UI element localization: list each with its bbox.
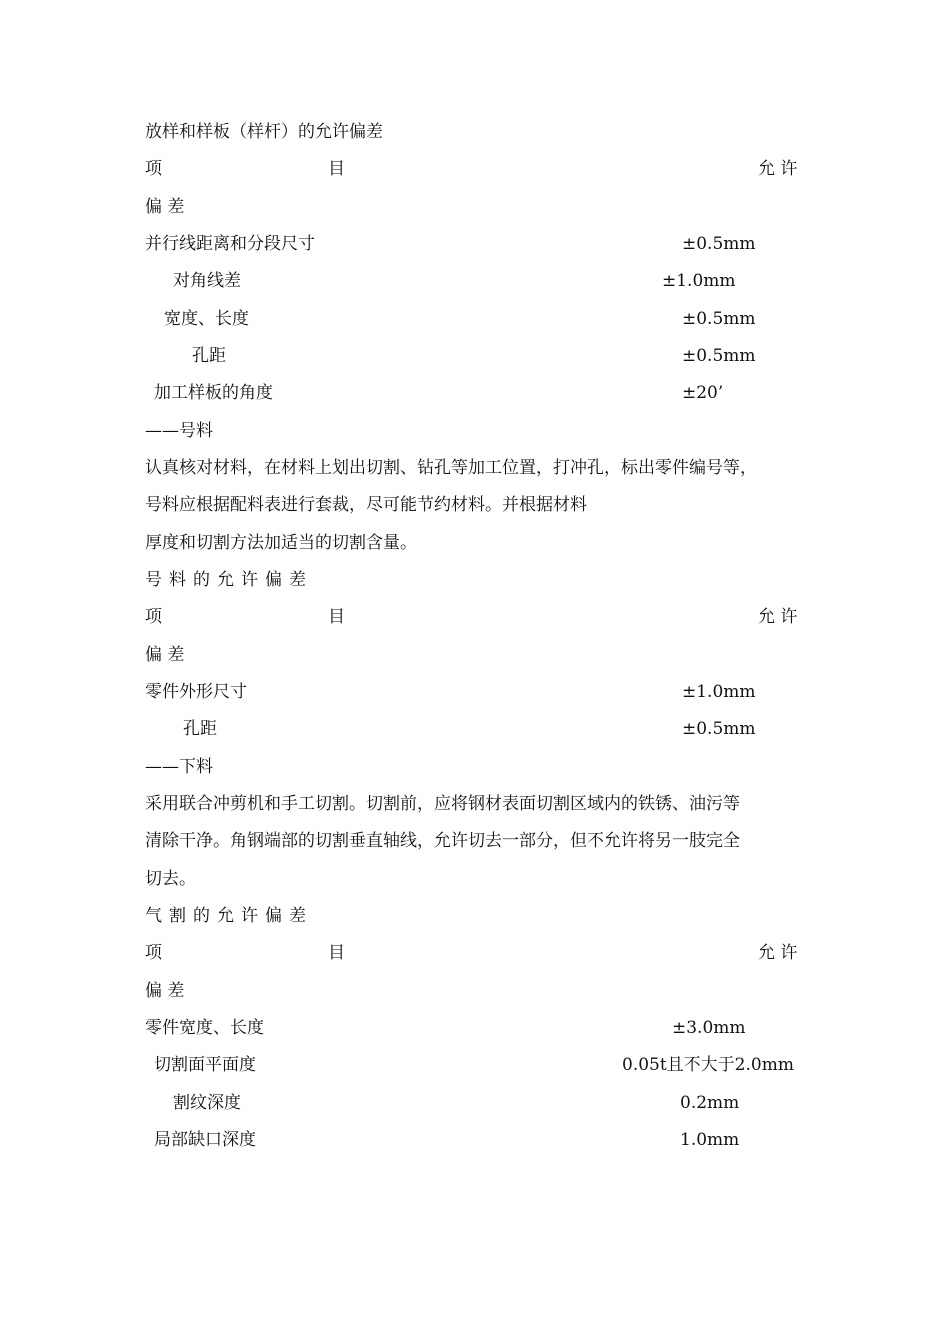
section2-title: 号料的允许偏差 bbox=[145, 570, 313, 590]
section1-row-value: ±20’ bbox=[682, 383, 724, 403]
section2-row-value: ±0.5mm bbox=[682, 719, 756, 739]
section1-row-value: ±0.5mm bbox=[682, 309, 756, 329]
section2-header-target: 目 bbox=[328, 607, 345, 627]
section1-row-label: 宽度、长度 bbox=[164, 309, 249, 329]
section2-header-allow: 允 许 bbox=[758, 607, 798, 627]
section3-row-value: 0.2mm bbox=[680, 1093, 740, 1113]
section3-row-value: 0.05t且不大于2.0mm bbox=[622, 1055, 794, 1075]
section3-paragraph-line: 切去。 bbox=[145, 869, 196, 889]
section1-row-label: 孔距 bbox=[192, 346, 226, 366]
section3-row-value: 1.0mm bbox=[680, 1130, 740, 1150]
section2-header-deviation: 偏 差 bbox=[145, 645, 185, 665]
section3-header-item: 项 bbox=[145, 943, 162, 963]
section1-header-target: 目 bbox=[328, 159, 345, 179]
section2-paragraph-line: 厚度和切割方法加适当的切割含量。 bbox=[145, 533, 417, 553]
section2-row-label: 零件外形尺寸 bbox=[145, 682, 247, 702]
section1-title: 放样和样板（样杆）的允许偏差 bbox=[145, 122, 383, 142]
section1-row-value: ±0.5mm bbox=[682, 234, 756, 254]
section1-row-value: ±1.0mm bbox=[662, 271, 736, 291]
section2-row-label: 孔距 bbox=[183, 719, 217, 739]
section1-header-allow: 允 许 bbox=[758, 159, 798, 179]
section1-header-deviation: 偏 差 bbox=[145, 197, 185, 217]
section1-row-label: 对角线差 bbox=[173, 271, 241, 291]
section3-header-deviation: 偏 差 bbox=[145, 981, 185, 1001]
section3-header-allow: 允 许 bbox=[758, 943, 798, 963]
section2-heading: ——号料 bbox=[145, 421, 213, 441]
section3-paragraph-line: 采用联合冲剪机和手工切割。切割前，应将钢材表面切割区域内的铁锈、油污等 bbox=[145, 794, 740, 814]
section3-row-label: 局部缺口深度 bbox=[154, 1130, 256, 1150]
section3-row-label: 切割面平面度 bbox=[154, 1055, 256, 1075]
section2-paragraph-line: 认真核对材料，在材料上划出切割、钻孔等加工位置，打冲孔，标出零件编号等， bbox=[145, 458, 757, 478]
section3-paragraph-line: 清除干净。角钢端部的切割垂直轴线，允许切去一部分，但不允许将另一肢完全 bbox=[145, 831, 740, 851]
section3-header-target: 目 bbox=[328, 943, 345, 963]
section2-header-item: 项 bbox=[145, 607, 162, 627]
section3-title: 气割的允许偏差 bbox=[145, 906, 313, 926]
section2-row-value: ±1.0mm bbox=[682, 682, 756, 702]
section3-row-value: ±3.0mm bbox=[672, 1018, 746, 1038]
section1-row-label: 并行线距离和分段尺寸 bbox=[145, 234, 315, 254]
section3-row-label: 零件宽度、长度 bbox=[145, 1018, 264, 1038]
section1-row-label: 加工样板的角度 bbox=[154, 383, 273, 403]
section3-row-label: 割纹深度 bbox=[173, 1093, 241, 1113]
section2-paragraph-line: 号料应根据配料表进行套裁，尽可能节约材料。并根据材料 bbox=[145, 495, 587, 515]
section3-heading: ——下料 bbox=[145, 757, 213, 777]
section1-row-value: ±0.5mm bbox=[682, 346, 756, 366]
section1-header-item: 项 bbox=[145, 159, 162, 179]
